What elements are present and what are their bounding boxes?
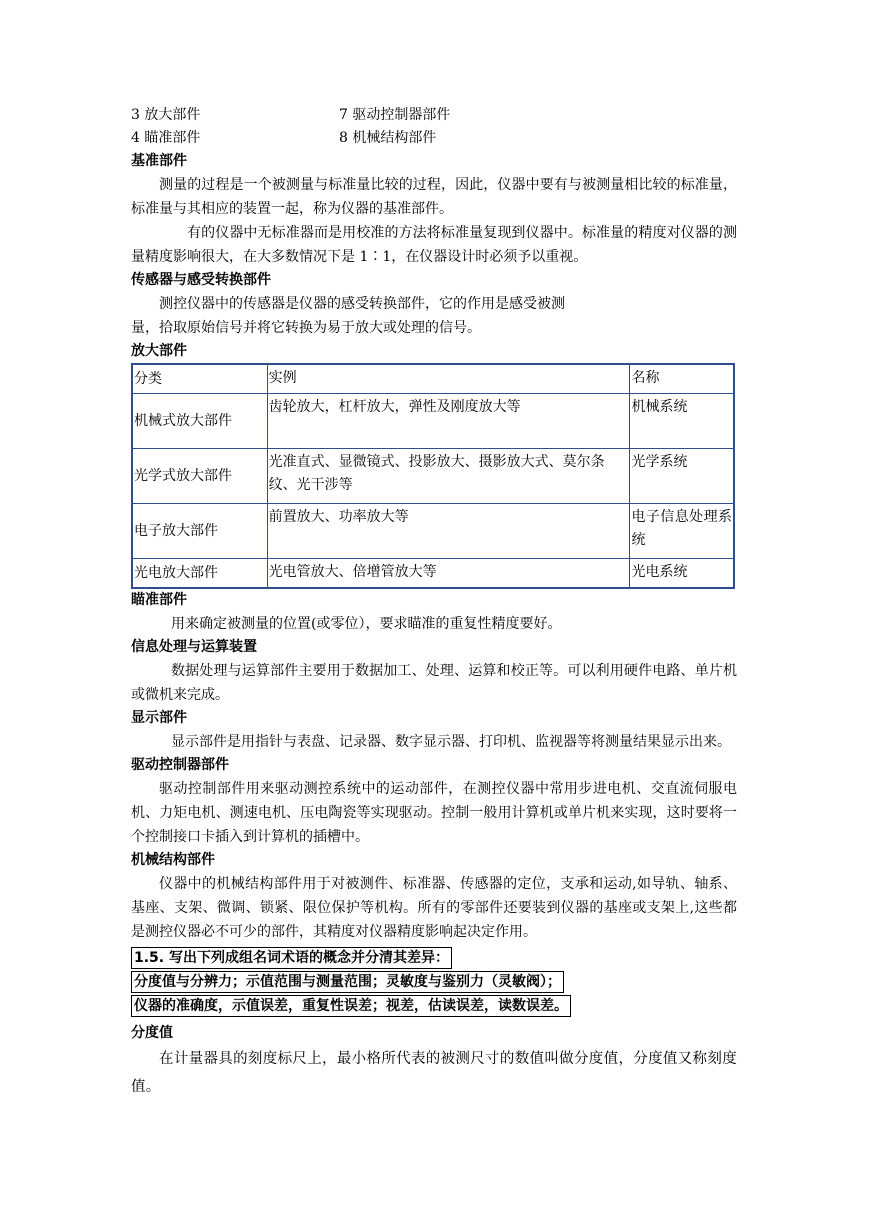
section-heading-display: 显示部件 [131, 710, 187, 726]
section-heading-amplify: 放大部件 [131, 343, 187, 359]
table-header-cell: 分类 [132, 364, 267, 394]
question-terms-line: 分度值与分辨力；示值范围与测量范围；灵敏度与鉴别力（灵敏阀）； [131, 971, 564, 993]
paragraph: 驱动控制部件用来驱动测控系统中的运动部件，在测控仪器中常用步进电机、交直流伺服电机、力矩电机、测速电机、压电陶瓷等实现驱动。控制一般用计算机或单片机来实现，这时要将一个控制接口卡插入到计算机的插槽中。 [131, 781, 737, 845]
paragraph: 在计量器具的刻度标尺上，最小格所代表的被测尺寸的数值叫做分度值，分度值又称刻度值。 [131, 1051, 737, 1095]
paragraph: 仪器中的机械结构部件用于对被测件、标准器、传感器的定位，支承和运动,如导轨、轴系、基座、支架、微调、锁紧、限位保护等机构。所有的零部件还要装到仪器的基座或支架上,这些都是测控仪器必不可少的部件，其精度对仪器精度影响起决定作用。 [131, 876, 737, 940]
paragraph: 显示部件是用指针与表盘、记录器、数字显示器、打印机、监视器等将测量结果显示出来。 [171, 734, 731, 750]
table-row [132, 559, 734, 589]
amplifier-table [131, 363, 735, 589]
table-row [132, 394, 734, 449]
section-heading-drive: 驱动控制器部件 [131, 757, 229, 773]
table-cell: 齿轮放大，杠杆放大，弹性及刚度放大等 [267, 394, 630, 449]
table-header-cell: 实例 [267, 364, 630, 394]
table-row [132, 449, 734, 504]
table-cell: 光电管放大、倍增管放大等 [267, 559, 630, 589]
section-heading-info: 信息处理与运算装置 [131, 639, 257, 655]
table-cell: 光电放大部件 [132, 559, 267, 589]
component-list-row [131, 104, 737, 127]
table-cell: 机械系统 [630, 394, 734, 449]
section-heading-aim: 瞄准部件 [131, 592, 187, 608]
section-heading-mech: 机械结构部件 [131, 852, 215, 868]
paragraph: 数据处理与运算部件主要用于数据加工、处理、运算和校正等。可以利用硬件电路、单片机或微机来完成。 [131, 663, 737, 703]
paragraph-line: 量，拾取原始信号并将它转换为易于放大或处理的信号。 [131, 320, 481, 336]
question-title: 1.5. 写出下列成组名词术语的概念并分清其差异： [131, 947, 452, 969]
paragraph: 有的仪器中无标准器而是用校准的方法将标准量复现到仪器中。标准量的精度对仪器的测量精度影响很大，在大多数情况下是 1∶1，在仪器设计时必须予以重视。 [131, 225, 737, 265]
section-heading-base: 基准部件 [131, 153, 187, 169]
section-heading-sensor: 传感器与感受转换部件 [131, 272, 271, 288]
list-item: 3 放大部件 [131, 107, 201, 123]
table-cell: 机械式放大部件 [132, 394, 267, 449]
list-item: 4 瞄准部件 [131, 130, 201, 146]
paragraph: 用来确定被测量的位置(或零位），要求瞄准的重复性精度要好。 [171, 616, 562, 632]
table-cell: 光学系统 [630, 449, 734, 504]
list-item: 8 机械结构部件 [339, 130, 437, 146]
table-cell: 前置放大、功率放大等 [267, 504, 630, 559]
table-cell: 电子放大部件 [132, 504, 267, 559]
list-item: 7 驱动控制器部件 [339, 107, 451, 123]
table-cell: 电子信息处理系统 [630, 504, 734, 559]
paragraph: 测量的过程是一个被测量与标准量比较的过程，因此，仪器中要有与被测量相比较的标准量，标准量与其相应的装置一起，称为仪器的基准部件。 [131, 177, 737, 217]
table-cell: 光准直式、显微镜式、投影放大、摄影放大式、莫尔条纹、光干涉等 [267, 449, 630, 504]
table-cell: 光学式放大部件 [132, 449, 267, 504]
paragraph-line: 测控仪器中的传感器是仪器的感受转换部件，它的作用是感受被测 [159, 296, 565, 312]
component-list-row [131, 127, 737, 150]
document-body [131, 104, 737, 1101]
table-cell: 光电系统 [630, 559, 734, 589]
section-heading-division: 分度值 [131, 1025, 173, 1041]
table-row [132, 504, 734, 559]
question-terms-line: 仪器的准确度，示值误差，重复性误差；视差，估读误差，读数误差。 [131, 995, 571, 1017]
question-block [131, 946, 737, 1018]
table-header-cell: 名称 [630, 364, 734, 394]
table-header-row [132, 364, 734, 394]
